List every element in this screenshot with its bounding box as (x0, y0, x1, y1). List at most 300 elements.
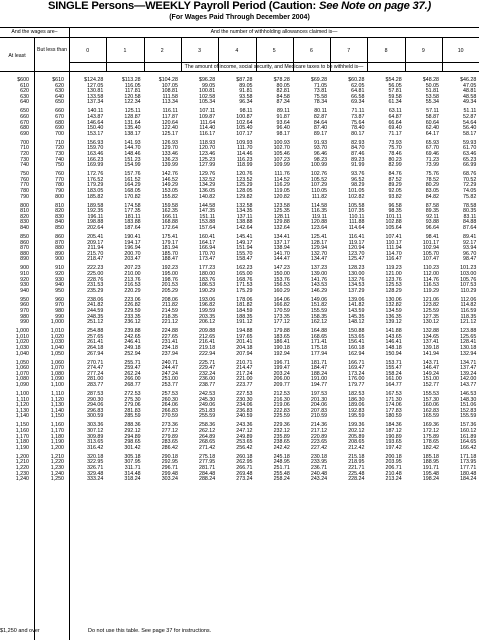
withholding-cell: 149.17 (236, 239, 253, 246)
at-least-cell: 1,040 (15, 350, 29, 357)
withholding-cell: 164.17 (199, 239, 216, 246)
withholding-cell: 268.65 (199, 439, 216, 446)
at-least-cell: 1,220 (15, 465, 29, 471)
but-less-than-cell: $610 (52, 77, 64, 83)
withholding-cell: 203.24 (273, 370, 290, 377)
withholding-cell: 197.42 (385, 444, 402, 451)
but-less-than-header: But less than (37, 47, 67, 53)
withholding-cell: 181.11 (124, 213, 141, 220)
withholding-cell: 316.42 (87, 444, 104, 451)
withholding-cell: 197.65 (236, 333, 253, 340)
withholding-cell: 195.00 (161, 271, 178, 277)
withholding-cell: 313.65 (87, 439, 104, 446)
withholding-cell: 100.87 (236, 114, 253, 120)
withholding-cell: 125.35 (273, 208, 290, 215)
withholding-cell: 171.41 (310, 339, 328, 346)
withholding-cell: 203.47 (124, 256, 141, 263)
at-least-cell: 830 (20, 219, 29, 226)
withholding-cell: 170.59 (273, 308, 290, 314)
but-less-than-cell: 790 (55, 188, 64, 194)
withholding-cell: 144.70 (124, 145, 141, 152)
withholding-cell: 170.82 (124, 193, 141, 200)
withholding-cell: 150.88 (348, 328, 365, 335)
withholding-cell: 123.46 (199, 151, 216, 157)
withholding-cell: 273.36 (161, 422, 178, 429)
withholding-cell: 137.17 (273, 239, 290, 246)
withholding-cell: 225.00 (87, 271, 104, 277)
withholding-cell: 309.89 (87, 433, 104, 440)
withholding-cell: 100.99 (310, 162, 328, 169)
withholding-cell: 143.53 (310, 282, 328, 289)
at-least-cell: 1,210 (15, 459, 29, 466)
withholding-cell: 217.24 (236, 370, 253, 377)
withholding-cell: 75.76 (425, 171, 439, 178)
withholding-cell: 185.82 (87, 193, 104, 200)
but-less-than-cell: 1,050 (50, 350, 64, 357)
but-less-than-cell: 1,020 (50, 333, 64, 340)
withholding-cell: 114.64 (348, 225, 365, 231)
but-less-than-cell: 1,170 (50, 428, 64, 434)
withholding-cell: 101.17 (422, 239, 439, 246)
withholding-cell: 160.18 (348, 345, 365, 351)
withholding-cell: 202.12 (348, 428, 365, 434)
withholding-cell: 160.41 (199, 234, 216, 240)
withholding-cell: 137.23 (310, 265, 328, 272)
withholding-cell: 128.17 (310, 239, 328, 246)
at-least-cell: 1,080 (15, 376, 29, 383)
withholding-cell: 286.42 (161, 444, 178, 451)
withholding-cell: 180.00 (199, 271, 216, 277)
withholding-cell: 55.34 (425, 99, 439, 106)
withholding-cell: 73.93 (388, 139, 402, 146)
withholding-cell: 139.06 (348, 296, 365, 303)
withholding-cell: 247.12 (236, 428, 253, 434)
withholding-cell: 180.59 (385, 413, 402, 420)
at-least-cell: 900 (20, 265, 29, 272)
withholding-cell: 303.24 (161, 476, 178, 483)
withholding-cell: 118.93 (199, 139, 216, 146)
withholding-cell: 116.11 (162, 108, 178, 115)
withholding-cell: 128.05 (236, 188, 253, 194)
withholding-cell: 120.64 (161, 119, 178, 126)
but-less-than-cell: 750 (55, 162, 64, 169)
withholding-cell: 156.41 (348, 339, 365, 346)
at-least-cell: 1,070 (15, 370, 29, 377)
withholding-cell: 139.18 (422, 345, 439, 351)
withholding-cell: 129.94 (310, 245, 328, 252)
withholding-cell: 114.40 (199, 125, 216, 132)
withholding-cell: 140.82 (199, 193, 216, 200)
withholding-cell: 179.88 (273, 328, 290, 335)
withholding-cell: 164.65 (460, 439, 477, 446)
withholding-cell: 193.65 (385, 439, 402, 446)
at-least-cell: 1,170 (15, 433, 29, 440)
but-less-than-cell: 970 (55, 302, 64, 309)
withholding-cell: 80.29 (425, 182, 439, 189)
at-least-cell: 1,050 (15, 359, 29, 366)
withholding-cell: $54.28 (385, 77, 402, 83)
withholding-cell: 175.89 (422, 433, 439, 440)
withholding-cell: 164.29 (124, 182, 141, 189)
withholding-cell: 107.23 (273, 156, 290, 163)
but-less-than-cell: 640 (55, 93, 64, 100)
header-bottom-rule (0, 71, 479, 72)
withholding-cell: 166.82 (273, 302, 290, 309)
withholding-cell: 119.29 (423, 287, 439, 294)
withholding-cell: 123.70 (348, 250, 365, 257)
withholding-cell: 127.05 (87, 82, 104, 89)
withholding-cell: 284.48 (199, 470, 216, 477)
withholding-cell: 82.99 (388, 162, 402, 169)
withholding-cell: 239.88 (124, 328, 141, 335)
withholding-cell: 205.41 (87, 234, 104, 240)
withholding-cell: 228.24 (348, 476, 365, 483)
withholding-cell: 266.00 (124, 376, 141, 383)
withholding-cell: 194.17 (124, 239, 141, 246)
withholding-cell: 273.24 (236, 476, 253, 483)
withholding-cell: 229.36 (273, 422, 290, 429)
withholding-cell: 264.18 (87, 345, 104, 351)
withholding-cell: 122.40 (161, 125, 178, 132)
withholding-cell: 224.88 (161, 328, 178, 335)
withholding-cell: 119.05 (274, 188, 290, 194)
but-less-than-cell: 1,140 (50, 407, 64, 414)
withholding-cell: 314.48 (124, 470, 141, 477)
withholding-cell: 89.41 (463, 234, 477, 240)
withholding-cell: 158.47 (236, 256, 253, 263)
but-less-than-cell: 1,090 (50, 376, 64, 383)
withholding-cell: 248.35 (87, 313, 104, 320)
withholding-cell: 134.53 (348, 282, 365, 289)
withholding-cell: 241.82 (87, 302, 104, 309)
at-least-cell: 930 (20, 282, 29, 289)
allowance-col-header: 0 (86, 48, 90, 54)
withholding-cell: 123.88 (460, 328, 477, 335)
withholding-cell: 48.58 (463, 93, 477, 100)
but-less-than-cell: 620 (55, 82, 64, 89)
withholding-cell: 190.29 (199, 287, 216, 294)
at-least-cell: 1,020 (15, 339, 29, 346)
withholding-cell: 221.00 (236, 376, 253, 383)
withholding-cell: 134.65 (422, 333, 439, 340)
withholding-cell: 107.11 (199, 108, 216, 115)
withholding-cell: 96.40 (276, 125, 290, 132)
withholding-cell: 222.83 (273, 407, 290, 414)
withholding-cell: 109.93 (236, 139, 253, 146)
but-less-than-cell: 1,180 (50, 433, 64, 440)
at-least-cell: 880 (20, 250, 29, 257)
withholding-cell: 148.18 (385, 345, 402, 351)
withholding-cell: 102.94 (422, 245, 439, 252)
withholding-cell: 162.83 (422, 407, 439, 414)
withholding-cell: 143.77 (460, 382, 477, 388)
withholding-cell: 125.59 (422, 308, 439, 314)
withholding-cell: 117.81 (124, 88, 141, 95)
but-less-than-cell: 1,060 (50, 359, 64, 366)
allowances-header: And the number of withholding allowances claimed is— (210, 29, 338, 35)
but-less-than-cell: 770 (55, 176, 64, 183)
allowance-col-header: 9 (421, 48, 425, 54)
but-less-than-cell: 1,160 (50, 422, 64, 429)
withholding-cell: 80.11 (314, 108, 328, 115)
withholding-cell: 128.23 (348, 265, 365, 272)
withholding-cell: 132.82 (385, 302, 402, 309)
at-least-cell: 630 (20, 93, 29, 100)
withholding-cell: 233.35 (124, 313, 141, 320)
withholding-cell: 78.52 (425, 176, 439, 183)
withholding-cell: 116.35 (311, 208, 328, 215)
withholding-cell: 264.89 (199, 433, 216, 440)
withholding-cell: $124.28 (84, 77, 104, 83)
withholding-cell: 165.59 (422, 413, 439, 420)
withholding-cell: 60.64 (425, 119, 439, 126)
withholding-cell: 125.11 (124, 108, 141, 115)
withholding-cell: 169.99 (87, 162, 104, 169)
allowance-col-header: 6 (310, 48, 313, 54)
withholding-cell: 89.29 (388, 182, 402, 189)
withholding-cell: 184.59 (236, 308, 253, 314)
withholding-cell: 101.11 (385, 213, 402, 220)
withholding-cell: 75.58 (313, 93, 328, 100)
column-divider (330, 37, 331, 71)
withholding-cell: 221.12 (161, 319, 178, 326)
withholding-cell: 206.00 (273, 376, 290, 383)
withholding-cell: 285.59 (124, 413, 141, 420)
withholding-cell: 196.71 (273, 359, 290, 366)
withholding-cell: 161.52 (124, 176, 141, 183)
withholding-cell: 177.71 (460, 465, 477, 471)
withholding-cell: 229.47 (199, 365, 216, 372)
withholding-cell: 260.18 (236, 453, 253, 460)
at-least-cell: 1,060 (15, 365, 29, 372)
but-less-than-cell: 960 (55, 296, 64, 303)
withholding-cell: 117.87 (162, 114, 178, 120)
withholding-cell: 202.64 (87, 225, 104, 231)
withholding-cell: 92.17 (463, 239, 477, 246)
withholding-cell: 129.88 (273, 219, 290, 226)
withholding-cell: 270.59 (161, 413, 178, 420)
column-divider (181, 37, 182, 71)
withholding-cell: 118.35 (460, 313, 477, 320)
withholding-cell: 205.29 (161, 287, 178, 294)
withholding-cell: 185.18 (422, 453, 439, 460)
but-less-than-cell: 860 (55, 234, 64, 240)
withholding-cell: 61.34 (388, 99, 402, 106)
withholding-cell: 183.88 (124, 219, 141, 226)
withholding-cell: 211.94 (87, 245, 104, 252)
withholding-cell: 144.58 (199, 202, 216, 209)
but-less-than-cell: 910 (55, 265, 64, 272)
withholding-cell: 87.34 (276, 99, 290, 106)
withholding-cell: 91.87 (276, 114, 290, 120)
column-divider (442, 37, 443, 71)
at-least-cell: 1,240 (15, 476, 29, 483)
withholding-cell: 160.29 (273, 287, 290, 294)
withholding-cell: 186.53 (199, 282, 216, 289)
withholding-cell: 200.18 (385, 453, 402, 460)
withholding-cell: 227.42 (310, 444, 328, 451)
withholding-cell: 147.23 (273, 265, 290, 272)
at-least-cell: 1,100 (15, 391, 29, 397)
at-least-cell: 780 (20, 188, 29, 194)
withholding-cell: 158.35 (310, 313, 328, 320)
withholding-cell: 168.65 (310, 333, 328, 340)
at-least-cell: 1,230 (15, 470, 29, 477)
withholding-cell: 166.71 (348, 359, 365, 366)
withholding-cell: 298.65 (124, 439, 141, 446)
withholding-cell: 122.34 (124, 99, 141, 106)
at-least-cell: 1,130 (15, 407, 29, 414)
but-less-than-cell: 1,130 (50, 402, 64, 409)
withholding-cell: 201.41 (236, 339, 253, 346)
amount-subheader: The amount of income, social security, and Medicare taxes to be withheld is— (184, 64, 364, 70)
withholding-cell: 127.35 (422, 313, 439, 320)
withholding-cell: 196.11 (87, 213, 104, 220)
withholding-cell: 128.29 (385, 287, 402, 294)
withholding-cell: 303.36 (87, 422, 104, 429)
withholding-cell: 128.41 (460, 339, 477, 346)
withholding-cell: 137.47 (460, 365, 477, 372)
withholding-cell: 93.76 (351, 171, 365, 178)
withholding-cell: 269.48 (236, 470, 253, 477)
withholding-cell: 102.70 (273, 145, 290, 152)
withholding-cell: 190.18 (273, 345, 290, 351)
withholding-cell: 245.18 (273, 453, 290, 460)
withholding-cell: 140.11 (87, 108, 104, 115)
withholding-cell: 134.29 (199, 182, 216, 189)
withholding-cell: 129.82 (236, 193, 253, 200)
withholding-cell: 283.77 (87, 382, 104, 388)
withholding-cell: 175.29 (236, 287, 253, 294)
table-row (0, 226, 479, 232)
at-least-cell: 1,090 (15, 382, 29, 388)
withholding-cell: 151.06 (460, 402, 477, 409)
withholding-cell: 253.65 (236, 439, 253, 446)
withholding-cell: 65.23 (463, 156, 477, 163)
withholding-cell: 152.77 (422, 382, 439, 388)
withholding-cell: 162.35 (161, 208, 178, 215)
withholding-cell: 93.88 (425, 219, 439, 226)
withholding-cell: 192.83 (348, 407, 365, 414)
withholding-cell: 149.29 (161, 182, 178, 189)
withholding-cell: 238.77 (199, 382, 216, 388)
withholding-cell: 307.12 (87, 428, 104, 434)
but-less-than-cell: 890 (55, 250, 64, 257)
withholding-cell: 163.46 (87, 151, 104, 157)
withholding-cell: 126.93 (161, 139, 178, 146)
withholding-cell: 155.53 (422, 391, 439, 397)
withholding-cell: 84.58 (276, 93, 290, 100)
withholding-cell: $48.28 (422, 77, 439, 83)
withholding-cell: 257.65 (87, 333, 104, 340)
withholding-cell: 71.17 (388, 130, 402, 137)
withholding-cell: 116.17 (199, 130, 216, 137)
withholding-cell: 194.88 (236, 328, 253, 335)
but-less-than-cell: 680 (55, 119, 64, 126)
withholding-cell: 253.77 (161, 382, 178, 388)
withholding-cell: 219.06 (273, 402, 290, 409)
withholding-cell: 203.95 (385, 459, 402, 466)
withholding-cell: 213.24 (385, 476, 402, 483)
withholding-cell: 84.82 (425, 193, 439, 200)
withholding-cell: 73.87 (351, 114, 365, 120)
withholding-cell: 232.12 (273, 428, 290, 434)
column-divider (106, 37, 107, 71)
table-row (0, 195, 479, 201)
withholding-cell: 151.82 (310, 302, 328, 309)
at-least-cell: 800 (20, 202, 29, 209)
withholding-cell: 110.05 (311, 188, 328, 194)
withholding-cell: 212.53 (273, 391, 290, 397)
at-least-cell: 670 (20, 119, 29, 126)
withholding-cell: 326.71 (87, 465, 104, 471)
withholding-cell: 240.48 (310, 470, 328, 477)
withholding-cell: 48.81 (463, 88, 477, 95)
withholding-cell: 188.24 (310, 370, 328, 377)
withholding-cell: 110.11 (348, 213, 365, 220)
withholding-cell: 175.41 (161, 234, 178, 240)
withholding-cell: 87.46 (351, 151, 365, 157)
withholding-cell: 141.88 (385, 328, 402, 335)
withholding-cell: 236.71 (310, 465, 328, 471)
withholding-cell: 290.18 (161, 453, 178, 460)
withholding-cell: 156.53 (273, 282, 290, 289)
but-less-than-cell: 780 (55, 182, 64, 189)
at-least-cell: 970 (20, 308, 29, 314)
withholding-cell: 281.83 (124, 407, 141, 414)
withholding-cell: 251.12 (87, 319, 104, 326)
at-least-header: At least (8, 53, 26, 59)
withholding-cell: 190.41 (124, 234, 141, 240)
withholding-cell: 179.77 (348, 382, 365, 388)
footer-wage-range: $1,250 and over (0, 628, 40, 634)
withholding-cell: 102.88 (385, 219, 402, 226)
withholding-cell: 174.58 (124, 202, 141, 209)
withholding-cell: 153.17 (87, 130, 104, 137)
at-least-cell: $600 (17, 77, 29, 83)
withholding-cell: 251.00 (161, 376, 178, 383)
withholding-cell: 98.41 (425, 234, 439, 240)
withholding-cell: 252.94 (124, 350, 141, 357)
but-less-than-cell: 670 (55, 114, 64, 120)
withholding-cell: 105.64 (385, 225, 402, 231)
withholding-cell: 164.77 (385, 382, 402, 388)
withholding-cell: 133.46 (161, 151, 178, 157)
at-least-cell: 700 (20, 139, 29, 146)
withholding-cell: 127.99 (199, 162, 216, 169)
withholding-cell: 262.95 (236, 459, 253, 466)
withholding-cell: 183.76 (199, 276, 216, 283)
withholding-cell: 299.48 (161, 470, 178, 477)
at-least-cell: 1,110 (16, 396, 29, 403)
withholding-cell: $60.28 (348, 77, 365, 83)
withholding-cell: 177.83 (385, 407, 402, 414)
withholding-cell: 101.23 (460, 265, 477, 272)
withholding-cell: 167.53 (385, 391, 402, 397)
withholding-cell: 105.70 (422, 250, 439, 257)
withholding-cell: 83.05 (425, 188, 439, 194)
withholding-cell: 107.17 (236, 130, 253, 137)
withholding-cell: 123.82 (422, 302, 439, 309)
withholding-cell: 128.11 (274, 213, 290, 220)
at-least-cell: 840 (20, 225, 29, 231)
withholding-cell: 108.81 (161, 88, 178, 95)
withholding-cell: 148.46 (124, 151, 141, 157)
withholding-cell: 125.29 (236, 182, 253, 189)
withholding-cell: 152.83 (460, 407, 477, 414)
allowance-col-header: 5 (272, 48, 276, 54)
withholding-cell: 181.94 (161, 245, 178, 252)
